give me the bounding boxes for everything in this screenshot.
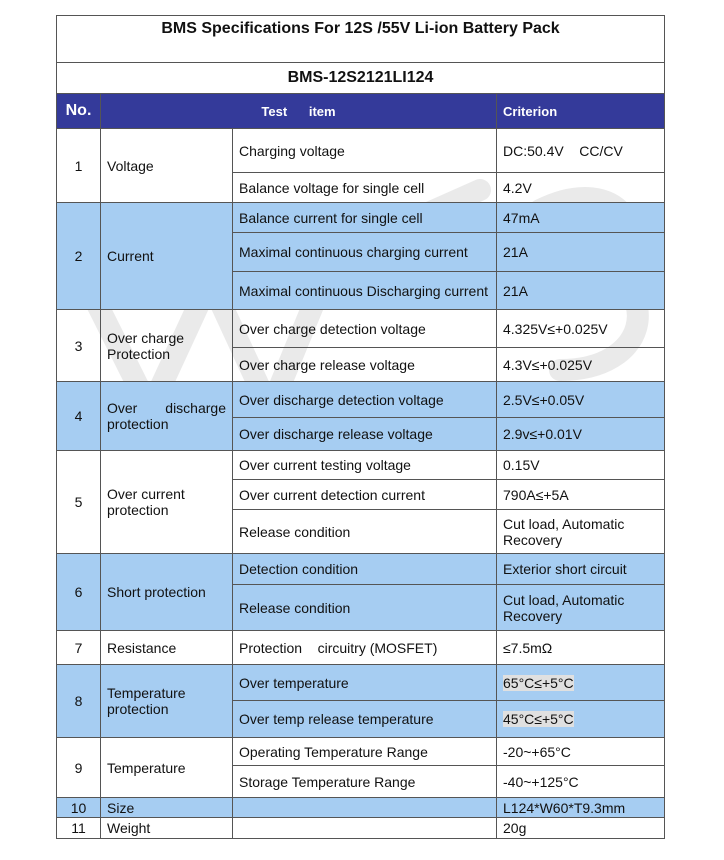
category-line: Over charge bbox=[107, 329, 185, 346]
criterion-value: 4.2V bbox=[497, 173, 665, 203]
criterion-value bbox=[497, 701, 665, 738]
criterion-value: 4.3V≤+0.025V bbox=[497, 348, 665, 382]
criterion-value bbox=[497, 510, 665, 554]
test-item: Protection circuitry (MOSFET) bbox=[233, 631, 497, 665]
row-number: 10 bbox=[57, 798, 101, 818]
category-line: Over discharge bbox=[107, 400, 226, 416]
criterion-highlight: 45°C≤+5°C bbox=[503, 711, 574, 727]
test-item: Over discharge release voltage bbox=[233, 418, 497, 451]
row-category: Resistance bbox=[101, 631, 233, 665]
category-line: Over current bbox=[107, 486, 185, 502]
category-line: protection bbox=[107, 502, 169, 518]
test-item: Storage Temperature Range bbox=[233, 766, 497, 798]
test-item: Over discharge detection voltage bbox=[233, 382, 497, 418]
row-category: Voltage bbox=[101, 129, 233, 203]
criterion-value bbox=[497, 585, 665, 631]
model-number: BMS-12S2121LI124 bbox=[57, 63, 665, 94]
row-number: 8 bbox=[57, 665, 101, 738]
test-item: Over temp release temperature bbox=[233, 701, 497, 738]
table-row bbox=[57, 382, 665, 418]
row-category: Temperature bbox=[101, 738, 233, 798]
row-number: 6 bbox=[57, 554, 101, 631]
criterion-value: -20~+65°C bbox=[497, 738, 665, 766]
row-category bbox=[101, 451, 233, 554]
table-row bbox=[57, 798, 665, 818]
test-item: Over charge release voltage bbox=[233, 348, 497, 382]
test-item: Balance voltage for single cell bbox=[233, 173, 497, 203]
row-number: 9 bbox=[57, 738, 101, 798]
table-row bbox=[57, 631, 665, 665]
criterion-value: 2.5V≤+0.05V bbox=[497, 382, 665, 418]
row-number: 2 bbox=[57, 203, 101, 310]
test-item: Release condition bbox=[233, 510, 497, 554]
category-line: protection bbox=[107, 416, 169, 432]
row-category bbox=[101, 382, 233, 451]
test-item: Operating Temperature Range bbox=[233, 738, 497, 766]
header-no: No. bbox=[57, 94, 101, 129]
test-item: Maximal continuous charging current bbox=[233, 233, 497, 272]
criterion-value: 2.9v≤+0.01V bbox=[497, 418, 665, 451]
category-line: Protection bbox=[107, 345, 171, 362]
table-row bbox=[57, 129, 665, 173]
test-item: Charging voltage bbox=[233, 129, 497, 173]
category-line: Temperature bbox=[107, 685, 186, 701]
row-category bbox=[101, 310, 233, 382]
row-number: 1 bbox=[57, 129, 101, 203]
criterion-value: L124*W60*T9.3mm bbox=[497, 798, 665, 818]
row-category: Short protection bbox=[101, 554, 233, 631]
test-item: Balance current for single cell bbox=[233, 203, 497, 233]
row-number: 4 bbox=[57, 382, 101, 451]
criterion-value: 21A bbox=[497, 272, 665, 310]
test-item: Over temperature bbox=[233, 665, 497, 701]
row-number: 5 bbox=[57, 451, 101, 554]
row-number: 3 bbox=[57, 310, 101, 382]
criterion-value: Exterior short circuit bbox=[497, 554, 665, 585]
bms-spec-sheet bbox=[56, 15, 664, 839]
criterion-value bbox=[497, 665, 665, 701]
criterion-value: 47mA bbox=[497, 203, 665, 233]
row-category: Weight bbox=[101, 818, 233, 839]
table-row bbox=[57, 738, 665, 766]
test-item bbox=[233, 818, 497, 839]
row-category: Current bbox=[101, 203, 233, 310]
table-row bbox=[57, 310, 665, 348]
header-criterion: Criterion bbox=[497, 94, 665, 129]
spec-table bbox=[56, 15, 665, 839]
test-item: Release condition bbox=[233, 585, 497, 631]
criterion-value: DC:50.4V CC/CV bbox=[497, 129, 665, 173]
test-item: Over current testing voltage bbox=[233, 451, 497, 480]
criterion-highlight: 65°C≤+5°C bbox=[503, 674, 574, 691]
table-row bbox=[57, 665, 665, 701]
row-category bbox=[101, 665, 233, 738]
criterion-line: Cut load, Automatic bbox=[503, 515, 625, 532]
criterion-value: 20g bbox=[497, 818, 665, 839]
criterion-value: ≤7.5mΩ bbox=[497, 631, 665, 665]
table-row bbox=[57, 203, 665, 233]
test-item: Over current detection current bbox=[233, 480, 497, 510]
criterion-value: -40~+125°C bbox=[497, 766, 665, 798]
test-item: Detection condition bbox=[233, 554, 497, 585]
criterion-line: Recovery bbox=[503, 531, 563, 548]
test-item bbox=[233, 798, 497, 818]
row-number: 7 bbox=[57, 631, 101, 665]
row-number: 11 bbox=[57, 818, 101, 839]
table-row bbox=[57, 818, 665, 839]
category-line: protection bbox=[107, 701, 169, 717]
row-category: Size bbox=[101, 798, 233, 818]
criterion-value: 4.325V≤+0.025V bbox=[497, 310, 665, 348]
criterion-line: Cut load, Automatic bbox=[503, 591, 625, 608]
test-item: Maximal continuous Discharging current bbox=[233, 272, 497, 310]
table-row bbox=[57, 554, 665, 585]
criterion-value: 21A bbox=[497, 233, 665, 272]
header-test-item: Test item bbox=[101, 94, 497, 129]
table-row bbox=[57, 451, 665, 480]
document-title: BMS Specifications For 12S /55V Li-ion Battery Pack bbox=[57, 16, 665, 63]
criterion-line: Recovery bbox=[503, 607, 563, 624]
criterion-value: 0.15V bbox=[497, 451, 665, 480]
test-item: Over charge detection voltage bbox=[233, 310, 497, 348]
criterion-value: 790A≤+5A bbox=[497, 480, 665, 510]
